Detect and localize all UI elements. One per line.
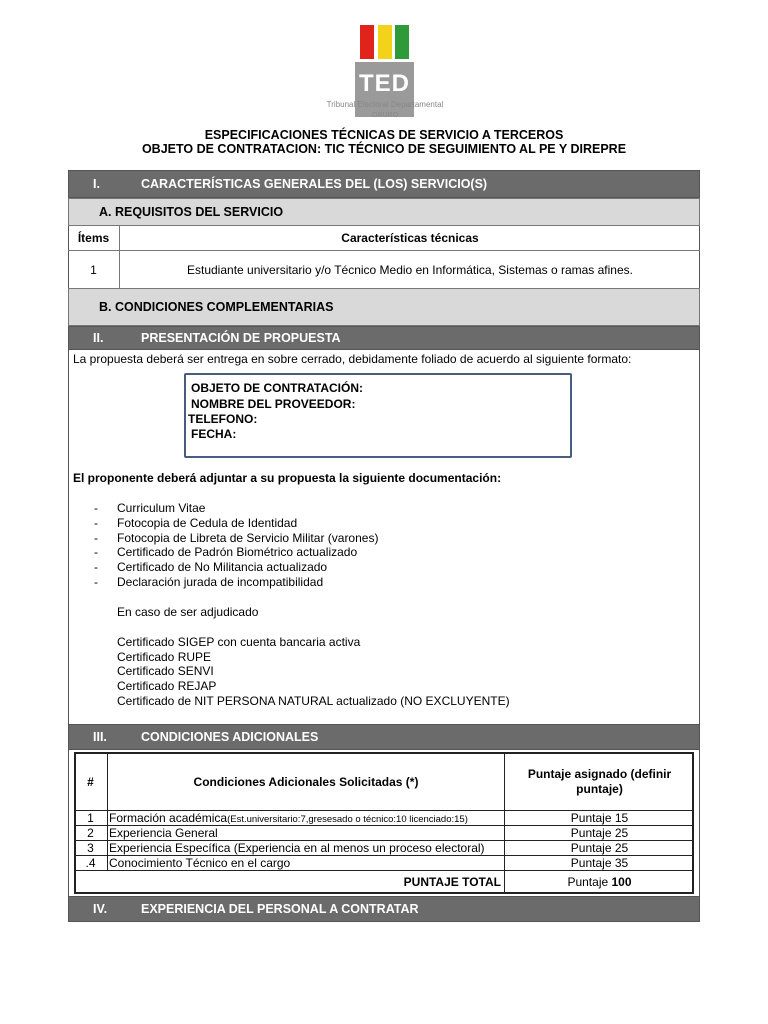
condition-row-number: 1 xyxy=(87,811,94,825)
score-header-line1: Puntaje asignado (definir xyxy=(527,767,672,781)
logo-red-bar xyxy=(360,25,374,59)
list-item: Declaración jurada de incompatibilidad xyxy=(117,575,324,589)
condition-row-label: Experiencia General xyxy=(109,826,218,840)
characteristics-column-header: Características técnicas xyxy=(341,231,479,245)
section-2-number: II. xyxy=(93,331,104,345)
logo-yellow-bar xyxy=(378,25,392,59)
list-item: Certificado de Padrón Biométrico actualizado xyxy=(117,545,358,559)
table-divider xyxy=(68,250,700,251)
list-item: Fotocopia de Cedula de Identidad xyxy=(117,516,298,530)
condition-row-number: 3 xyxy=(87,841,94,855)
section-1-number: I. xyxy=(93,177,100,191)
section-3-header xyxy=(68,724,700,750)
envelope-line-date: FECHA: xyxy=(191,427,237,441)
condition-row-score: Puntaje 25 xyxy=(570,826,629,840)
section-4-title: EXPERIENCIA DEL PERSONAL A CONTRATAR xyxy=(141,902,419,916)
item-row-text: Estudiante universitario y/o Técnico Medio en Informática, Sistemas o ramas afines. xyxy=(187,263,633,277)
list-bullet: - xyxy=(94,560,98,574)
table-divider xyxy=(74,870,694,871)
subsection-a-header xyxy=(68,198,700,226)
list-item: Certificado SIGEP con cuenta bancaria activa xyxy=(117,635,361,649)
envelope-line-provider: NOMBRE DEL PROVEEDOR: xyxy=(191,397,356,411)
envelope-line-phone: TELEFONO: xyxy=(188,412,258,426)
list-item: Certificado de No Militancia actualizado xyxy=(117,560,328,574)
condition-row-label: Formación académica xyxy=(109,811,228,825)
list-item: Certificado RUPE xyxy=(117,650,212,664)
list-item: Certificado de NIT PERSONA NATURAL actualizado (NO EXCLUYENTE) xyxy=(117,694,510,708)
envelope-line-object: OBJETO DE CONTRATACIÓN: xyxy=(191,381,364,395)
document-subtitle: OBJETO DE CONTRATACION: TIC TÉCNICO DE SEGUIMIENTO AL PE Y DIREPRE xyxy=(141,142,627,156)
subsection-b-title: B. CONDICIONES COMPLEMENTARIAS xyxy=(99,300,334,314)
section-4-header xyxy=(68,896,700,922)
logo-subtitle: Tribunal Electoral Departamental xyxy=(326,100,444,109)
list-bullet: - xyxy=(94,501,98,515)
condition-row-score: Puntaje 15 xyxy=(570,811,629,825)
section-3-number: III. xyxy=(93,730,107,744)
condition-row-score: Puntaje 25 xyxy=(570,841,629,855)
table-divider xyxy=(107,752,108,870)
proposal-intro: La propuesta deberá ser entrega en sobre cerrado, debidamente foliado de acuerdo al siguiente formato: xyxy=(73,352,632,366)
subsection-a-title: A. REQUISITOS DEL SERVICIO xyxy=(99,205,284,219)
total-label: PUNTAJE TOTAL xyxy=(403,875,501,889)
score-header-line2: puntaje) xyxy=(576,782,623,796)
total-score-value: 100 xyxy=(611,875,632,889)
documentation-intro: El proponente deberá adjuntar a su propuesta la siguiente documentación: xyxy=(73,471,502,485)
logo-city: ORURO xyxy=(371,112,399,119)
section-1-title: CARACTERÍSTICAS GENERALES DEL (LOS) SERVICIO(S) xyxy=(141,177,488,191)
conditions-header: Condiciones Adicionales Solicitadas (*) xyxy=(193,775,419,789)
condition-row-number: 2 xyxy=(87,826,94,840)
item-row-number: 1 xyxy=(90,263,97,277)
adjudicated-note: En caso de ser adjudicado xyxy=(117,605,259,619)
section-2-header xyxy=(68,326,700,350)
section-1-header xyxy=(68,170,700,198)
document-title: ESPECIFICACIONES TÉCNICAS DE SERVICIO A TERCEROS xyxy=(204,128,564,142)
list-bullet: - xyxy=(94,575,98,589)
items-column-header: Ítems xyxy=(77,231,110,245)
condition-row-note: (Est.universitario:7,gresesado o técnico:10 licenciado:15) xyxy=(227,814,468,825)
condition-row-label: Experiencia Específica (Experiencia en al menos un proceso electoral) xyxy=(109,841,485,855)
list-item: Certificado REJAP xyxy=(117,679,217,693)
section-3-title: CONDICIONES ADICIONALES xyxy=(141,730,319,744)
list-bullet: - xyxy=(94,516,98,530)
section-2-title: PRESENTACIÓN DE PROPUESTA xyxy=(141,331,341,345)
condition-row-number: .4 xyxy=(85,856,96,870)
list-bullet: - xyxy=(94,531,98,545)
list-bullet: - xyxy=(94,545,98,559)
ted-logo xyxy=(318,22,452,122)
subsection-b-header xyxy=(68,288,700,326)
list-item: Curriculum Vitae xyxy=(117,501,206,515)
section-4-number: IV. xyxy=(93,902,108,916)
condition-row-score: Puntaje 35 xyxy=(570,856,629,870)
list-item: Certificado SENVI xyxy=(117,664,214,678)
condition-row-label: Conocimiento Técnico en el cargo xyxy=(109,856,291,870)
list-item: Fotocopia de Libreta de Servicio Militar (varones) xyxy=(117,531,379,545)
total-score xyxy=(505,875,694,889)
logo-green-bar xyxy=(395,25,409,59)
total-score-prefix: Puntaje xyxy=(567,875,612,889)
conditions-num-header: # xyxy=(87,775,94,789)
condition-row-text xyxy=(109,811,468,825)
logo-brand: TED xyxy=(359,70,410,97)
